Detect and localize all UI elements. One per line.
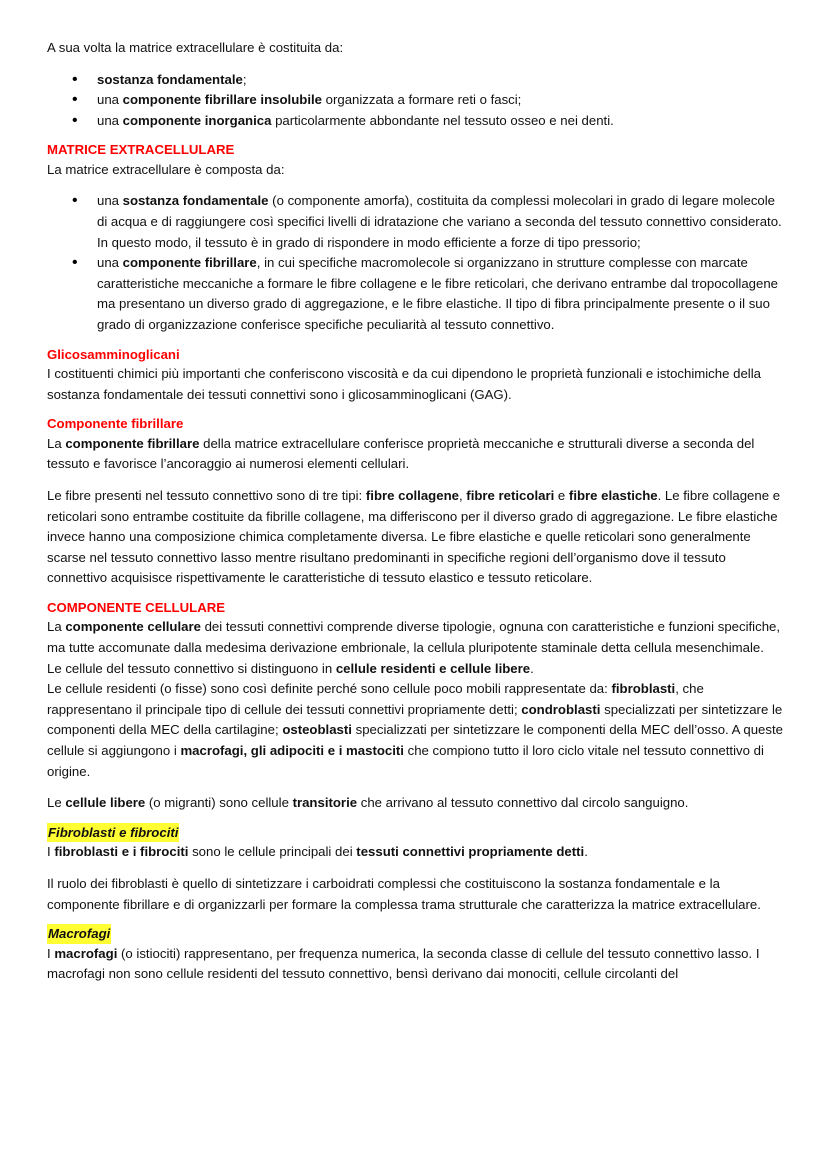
paragraph: I macrofagi (o istiociti) rappresentano, per frequenza numerica, la seconda classe di cellule del tessuto connettivo lasso. I macrofagi non sono cellule residenti del tessuto connettivo, bensì derivano dai monociti, cellule circolanti del [47, 945, 760, 982]
list-item: • una componente fibrillare, in cui specifiche macromolecole si organizzano in strutture complesse con marcate caratteristiche meccaniche a formare le fibre collagene e le fibre reticolari, che derivano entrambe dal tropocollagene ma presentano un diverso grado di aggregazione, e le fibre elastiche. Il tipo di fibra principalmente presente o il suo grado di organizzazione conferisce specifiche peculiarità al tessuto connettivo. [47, 253, 788, 335]
paragraph: La componente cellulare dei tessuti connettivi comprende diverse tipologie, ognuna con caratteristiche e funzioni specifiche, ma tutte accomunate dalla medesima derivazione embrionale, la cellula pluripotente staminale detta cellula mesenchimale. [47, 619, 781, 656]
paragraph: Il ruolo dei fibroblasti è quello di sintetizzare i carboidrati complessi che costituiscono la sostanza fondamentale e la componente fibrillare e di organizzarli per formare la complessa trama strutturale che caratterizza la matrice extracellulare. [47, 875, 761, 912]
section-heading-highlighted: Macrofagi [47, 924, 111, 944]
paragraph: La componente fibrillare della matrice extracellulare conferisce proprietà meccaniche e strutturali diverse a seconda del tessuto e favorisce l’ancoraggio ai numerosi elementi cellulari. [47, 435, 755, 472]
section-heading: Componente fibrillare [47, 416, 184, 432]
paragraph: I fibroblasti e i fibrociti sono le cellule principali dei tessuti connettivi propriamente detti. [47, 844, 588, 860]
section-gag [47, 345, 788, 406]
paragraph: Le cellule del tessuto connettivo si distinguono in cellule residenti e cellule libere. [47, 660, 534, 676]
paragraph: Le fibre presenti nel tessuto connettivo sono di tre tipi: fibre collagene, fibre reticolari e fibre elastiche. Le fibre collagene e reticolari sono entrambe costituite da fibrille collagene, ma differiscono per il diverso grado di aggregazione. Le fibre elastiche invece hanno una composizione chimica completamente diversa. Le fibre elastiche e quelle reticolari sono generalmente scarse nel tessuto connettivo lasso mentre risultano predominanti in specifiche regioni dell’organismo dove il tessuto connettivo acquisisce rispettivamente le caratteristiche di tessuto elastico e tessuto reticolare. [47, 488, 781, 586]
paragraph: La matrice extracellulare è composta da: [47, 161, 285, 177]
section-fibrillare [47, 414, 788, 475]
section-matrice [47, 140, 788, 180]
intro-text: A sua volta la matrice extracellulare è costituita da: [47, 40, 344, 55]
list-item: • sostanza fondamentale; [47, 70, 788, 91]
paragraph: Le cellule residenti (o fisse) sono così definite perché sono cellule poco mobili rappresentate da: fibroblasti, che rappresentano il principale tipo di cellule dei tessuti connettivi propriamente detti; condroblasti specializzati per sintetizzare le componenti della MEC della cartilagine; osteoblasti specializzati per sintetizzare le componenti della MEC dell’osso. A queste cellule si aggiungono i macrofagi, gli adipociti e i mastociti che compiono tutto il loro ciclo vitale nel tessuto connettivo di origine. [47, 681, 783, 779]
section-macrofagi [47, 924, 788, 985]
section-fibroblasti [47, 823, 788, 863]
section-heading: Glicosamminoglicani [47, 346, 180, 362]
intro-list [47, 70, 788, 132]
paragraph: I costituenti chimici più importanti che conferiscono viscosità e da cui dipendono le proprietà funzionali e istochimiche della sostanza fondamentale dei tessuti connettivi sono i glicosamminoglicani (GAG). [47, 366, 761, 402]
section-heading-highlighted: Fibroblasti e fibrociti [47, 823, 179, 843]
list-item: • una componente inorganica particolarmente abbondante nel tessuto osseo e nei denti. [47, 111, 788, 132]
section-heading: COMPONENTE CELLULARE [47, 599, 226, 615]
matrice-list [47, 191, 788, 335]
list-item: • una componente fibrillare insolubile organizzata a formare reti o fasci; [47, 90, 788, 111]
paragraph: Le cellule libere (o migranti) sono cellule transitorie che arrivano al tessuto connettivo dal circolo sanguigno. [47, 795, 689, 811]
section-cellulare [47, 598, 788, 782]
list-item: • una sostanza fondamentale (o componente amorfa), costituita da complessi molecolari in grado di legare molecole di acqua e di raggiungere così specifici livelli di idratazione che variano a seconda del tessuto connettivo considerato. In questo modo, il tessuto è in grado di rispondere in modo efficiente a forze di tipo pressorio; [47, 191, 788, 253]
section-heading: MATRICE EXTRACELLULARE [47, 142, 235, 158]
